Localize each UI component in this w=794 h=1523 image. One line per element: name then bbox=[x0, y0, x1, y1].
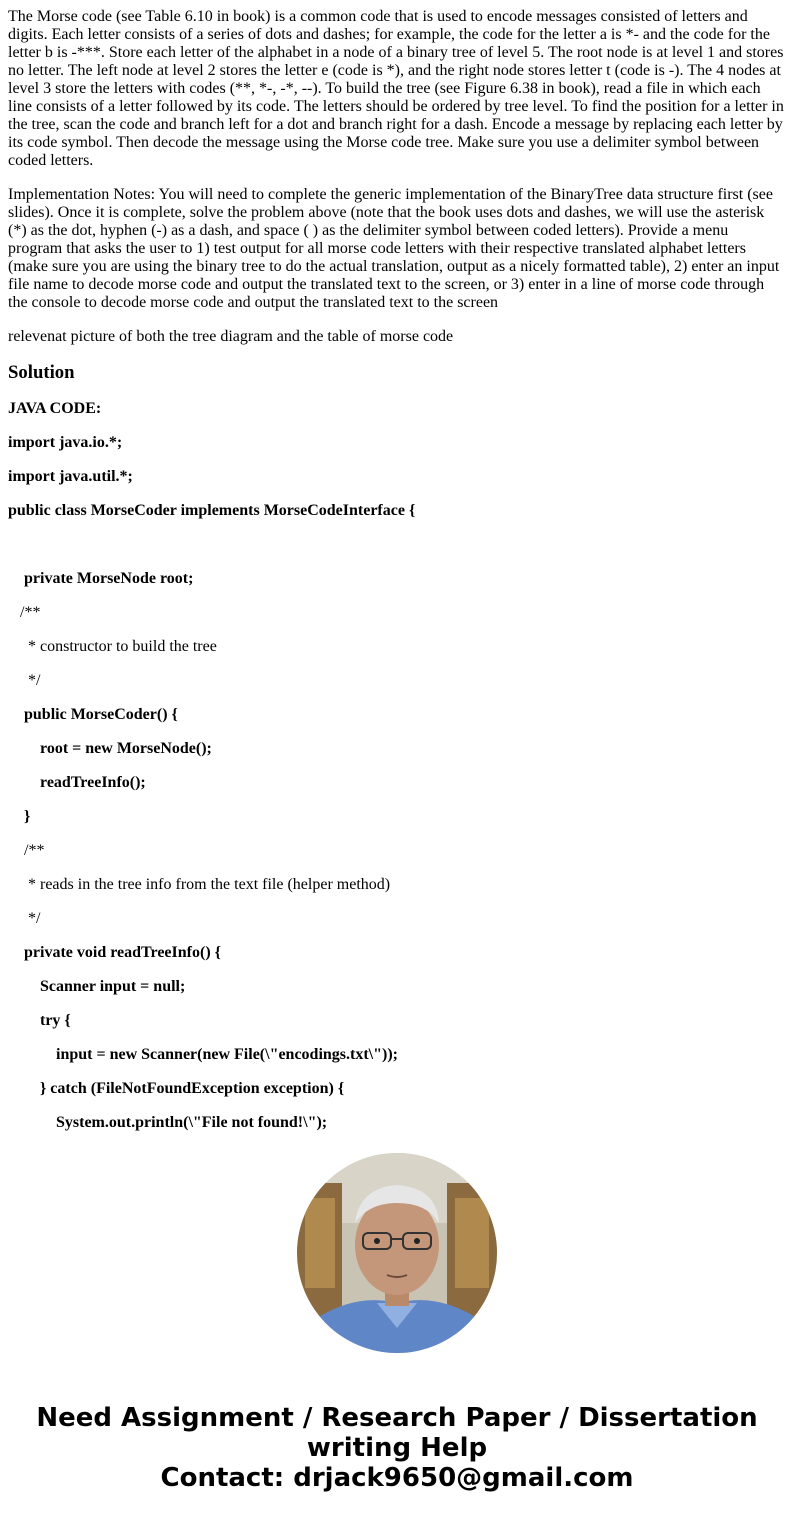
promo-footer bbox=[0, 1403, 794, 1493]
promo-line-2: writing Help bbox=[306, 1433, 488, 1463]
code-line: root = new MorseNode(); bbox=[8, 740, 212, 757]
code-lines bbox=[8, 434, 786, 1132]
code-line: */ bbox=[8, 672, 41, 689]
code-line: /** bbox=[8, 842, 45, 859]
code-line: import java.util.*; bbox=[8, 468, 133, 485]
code-line: readTreeInfo(); bbox=[8, 774, 146, 791]
author-photo bbox=[297, 1153, 497, 1353]
code-line: private MorseNode root; bbox=[8, 570, 194, 587]
code-line: Scanner input = null; bbox=[8, 978, 186, 995]
code-line: import java.io.*; bbox=[8, 434, 123, 451]
code-line: private void readTreeInfo() { bbox=[8, 944, 221, 961]
code-line: public class MorseCoder implements MorseCodeInterface { bbox=[8, 502, 416, 519]
solution-heading: Solution bbox=[8, 362, 75, 383]
question-paragraph-2: Implementation Notes: You will need to complete the generic implementation of the BinaryTree data structure first (see slides). Once it is complete, solve the problem above (note that the book uses dots and dashes, we will use the asterisk (*) as the dot, hyphen (-) as a dash, and space ( ) as the delimiter symbol between coded letters). Provide a menu program that asks the user to 1) test output for all morse code letters with their respective translated alphabet letters (make sure you are using the binary tree to do the actual translation, output as a nicely formatted table), 2) enter an input file name to decode morse code and output the translated text to the screen, or 3) enter in a line of morse code through the console to decode morse code and output the translated text to the screen bbox=[8, 186, 780, 311]
code-label: JAVA CODE: bbox=[8, 400, 102, 417]
author-avatar bbox=[297, 1153, 497, 1353]
question-paragraph-3: relevenat picture of both the tree diagram and the table of morse code bbox=[8, 328, 454, 345]
code-line: public MorseCoder() { bbox=[8, 706, 178, 723]
code-line: * reads in the tree info from the text file (helper method) bbox=[8, 876, 391, 893]
promo-line-1: Need Assignment / Research Paper / Dissertation bbox=[36, 1403, 758, 1433]
code-line: input = new Scanner(new File(\"encodings.txt\")); bbox=[8, 1046, 398, 1063]
code-line: /** bbox=[8, 604, 41, 621]
code-line: } bbox=[8, 808, 31, 825]
code-line: try { bbox=[8, 1012, 71, 1029]
article-content bbox=[8, 0, 786, 1131]
promo-contact: Contact: drjack9650@gmail.com bbox=[160, 1463, 634, 1493]
code-line bbox=[8, 536, 786, 554]
code-line: * constructor to build the tree bbox=[8, 638, 217, 655]
code-block bbox=[8, 400, 786, 1132]
code-line: } catch (FileNotFoundException exception) { bbox=[8, 1080, 345, 1097]
code-line: */ bbox=[8, 910, 41, 927]
question-paragraph-1: The Morse code (see Table 6.10 in book) is a common code that is used to encode messages consisted of letters and digits. Each letter consists of a series of dots and dashes; for example, the code for the letter a is *- and the code for the letter b is -***. Store each letter of the alphabet in a node of a binary tree of level 5. The root node is at level 1 and stores no letter. The left node at level 2 stores the letter e (code is *), and the right node stores letter t (code is -). The 4 nodes at level 3 store the letters with codes (**, *-, -*, --). To build the tree (see Figure 6.38 in book), read a file in which each line consists of a letter followed by its code. The letters should be ordered by tree level. To find the position for a letter in the tree, scan the code and branch left for a dot and branch right for a dash. Encode a message by replacing each letter by its code symbol. Then decode the message using the Morse code tree. Make sure you use a delimiter symbol between coded letters. bbox=[8, 8, 784, 169]
code-line: System.out.println(\"File not found!\"); bbox=[8, 1114, 328, 1131]
